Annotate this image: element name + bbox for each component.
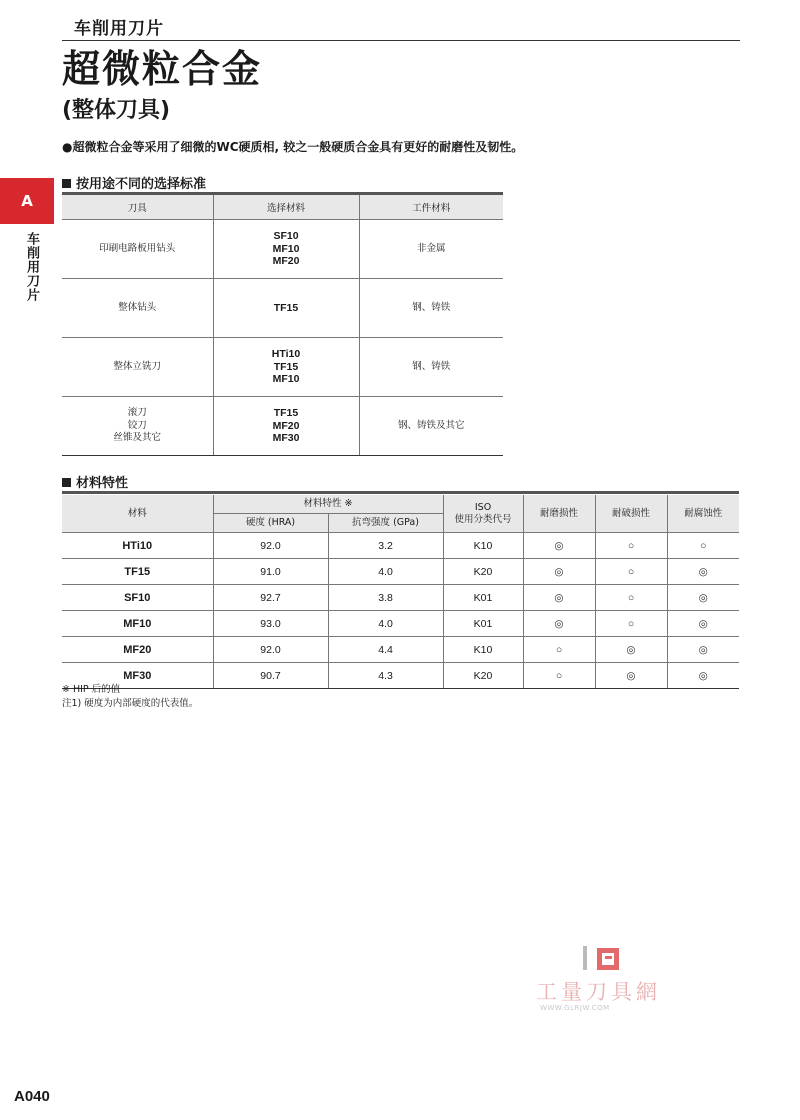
hardness-cell: 93.0 [213,611,328,637]
fracture-rating: ○ [595,533,667,559]
fracture-rating: ○ [595,559,667,585]
table-row [62,533,739,559]
properties-rule [62,491,739,494]
wear-rating: ◎ [523,585,595,611]
table-row [62,559,739,585]
corrosion-rating: ◎ [667,637,739,663]
table-row [62,220,503,279]
col-header-workpiece: 工件材料 [359,195,503,220]
wear-rating: ◎ [523,611,595,637]
corrosion-rating: ◎ [667,585,739,611]
hardness-cell: 90.7 [213,663,328,689]
corrosion-rating: ○ [667,533,739,559]
table-row [62,338,503,397]
wear-rating: ○ [523,637,595,663]
table-row [62,585,739,611]
tool-cell: 整体钻头 [62,279,213,338]
iso-cell: K10 [443,533,523,559]
selection-table [62,195,503,456]
fracture-rating: ○ [595,585,667,611]
wear-rating: ○ [523,663,595,689]
material-cell: TF15 [213,279,359,338]
corrosion-rating: ◎ [667,663,739,689]
table-row [62,279,503,338]
corrosion-rating: ◎ [667,559,739,585]
col-header-hardness: 硬度 (HRA) [213,514,328,533]
page-title: 超微粒合金 [62,47,263,91]
intro-text: ●超微粒合金等采用了细微的WC硬质相, 较之一般硬质合金具有更好的耐磨性及韧性。 [62,140,524,154]
material-cell: SF10 MF10 MF20 [213,220,359,279]
workpiece-cell: 钢、铸铁及其它 [359,397,503,456]
fracture-rating: ○ [595,611,667,637]
col-header-strength: 抗弯强度 (GPa) [328,514,443,533]
iso-cell: K20 [443,663,523,689]
wear-rating: ◎ [523,533,595,559]
page-number: A040 [14,1088,50,1105]
material-cell: TF15 MF20 MF30 [213,397,359,456]
hardness-cell: 92.7 [213,585,328,611]
selection-heading [62,173,206,192]
hardness-cell: 92.0 [213,637,328,663]
footnote-hardness: 注1) 硬度为内部硬度的代表值。 [62,698,199,709]
properties-heading [62,472,128,491]
wear-rating: ◎ [523,559,595,585]
strength-cell: 3.2 [328,533,443,559]
iso-cell: K10 [443,637,523,663]
watermark-url: WWW.GLRJW.COM [540,1004,610,1012]
tool-cell: 印刷电路板用钻头 [62,220,213,279]
strength-cell: 4.4 [328,637,443,663]
square-bullet-icon [62,478,71,487]
tool-cell: 滚刀 铰刀 丝锥及其它 [62,397,213,456]
strength-cell: 4.3 [328,663,443,689]
properties-table [62,495,739,689]
material-cell: HTi10 TF15 MF10 [213,338,359,397]
material-cell: MF30 [62,663,213,689]
section-title: 车削用刀片 [74,19,164,39]
table-row [62,637,739,663]
footnote-hip: ※ HIP 后的值 [62,684,121,695]
col-header-material: 选择材料 [213,195,359,220]
corrosion-rating: ◎ [667,611,739,637]
square-bullet-icon [62,179,71,188]
selection-heading-text: 按用途不同的选择标准 [76,177,207,192]
col-header-iso: ISO 使用分类代号 [443,495,523,533]
fracture-rating: ◎ [595,663,667,689]
strength-cell: 4.0 [328,559,443,585]
iso-cell: K20 [443,559,523,585]
material-cell: MF10 [62,611,213,637]
col-header-fracture: 耐破损性 [595,495,667,533]
header-rule [62,40,740,41]
strength-cell: 3.8 [328,585,443,611]
col-header-tool: 刀具 [62,195,213,220]
tool-cell: 整体立铣刀 [62,338,213,397]
table-row [62,611,739,637]
page-subtitle: (整体刀具) [62,98,171,123]
table-row [62,397,503,456]
workpiece-cell: 钢、铸铁 [359,338,503,397]
iso-cell: K01 [443,585,523,611]
col-header-wear: 耐磨损性 [523,495,595,533]
material-cell: HTi10 [62,533,213,559]
workpiece-cell: 钢、铸铁 [359,279,503,338]
hardness-cell: 92.0 [213,533,328,559]
col-header-group: 材料特性 ※ [213,495,443,514]
material-cell: SF10 [62,585,213,611]
material-cell: MF20 [62,637,213,663]
hardness-cell: 91.0 [213,559,328,585]
col-header-material: 材料 [62,495,213,533]
properties-heading-text: 材料特性 [76,476,129,491]
watermark-logo-icon [583,944,625,972]
material-cell: TF15 [62,559,213,585]
chapter-tab[interactable]: A [0,178,54,224]
chapter-label: 车削用刀片 [24,232,39,302]
workpiece-cell: 非金属 [359,220,503,279]
strength-cell: 4.0 [328,611,443,637]
watermark-text: 工量刀具網 [536,980,661,1004]
fracture-rating: ◎ [595,637,667,663]
col-header-corrosion: 耐腐蚀性 [667,495,739,533]
iso-cell: K01 [443,611,523,637]
table-row [62,663,739,689]
